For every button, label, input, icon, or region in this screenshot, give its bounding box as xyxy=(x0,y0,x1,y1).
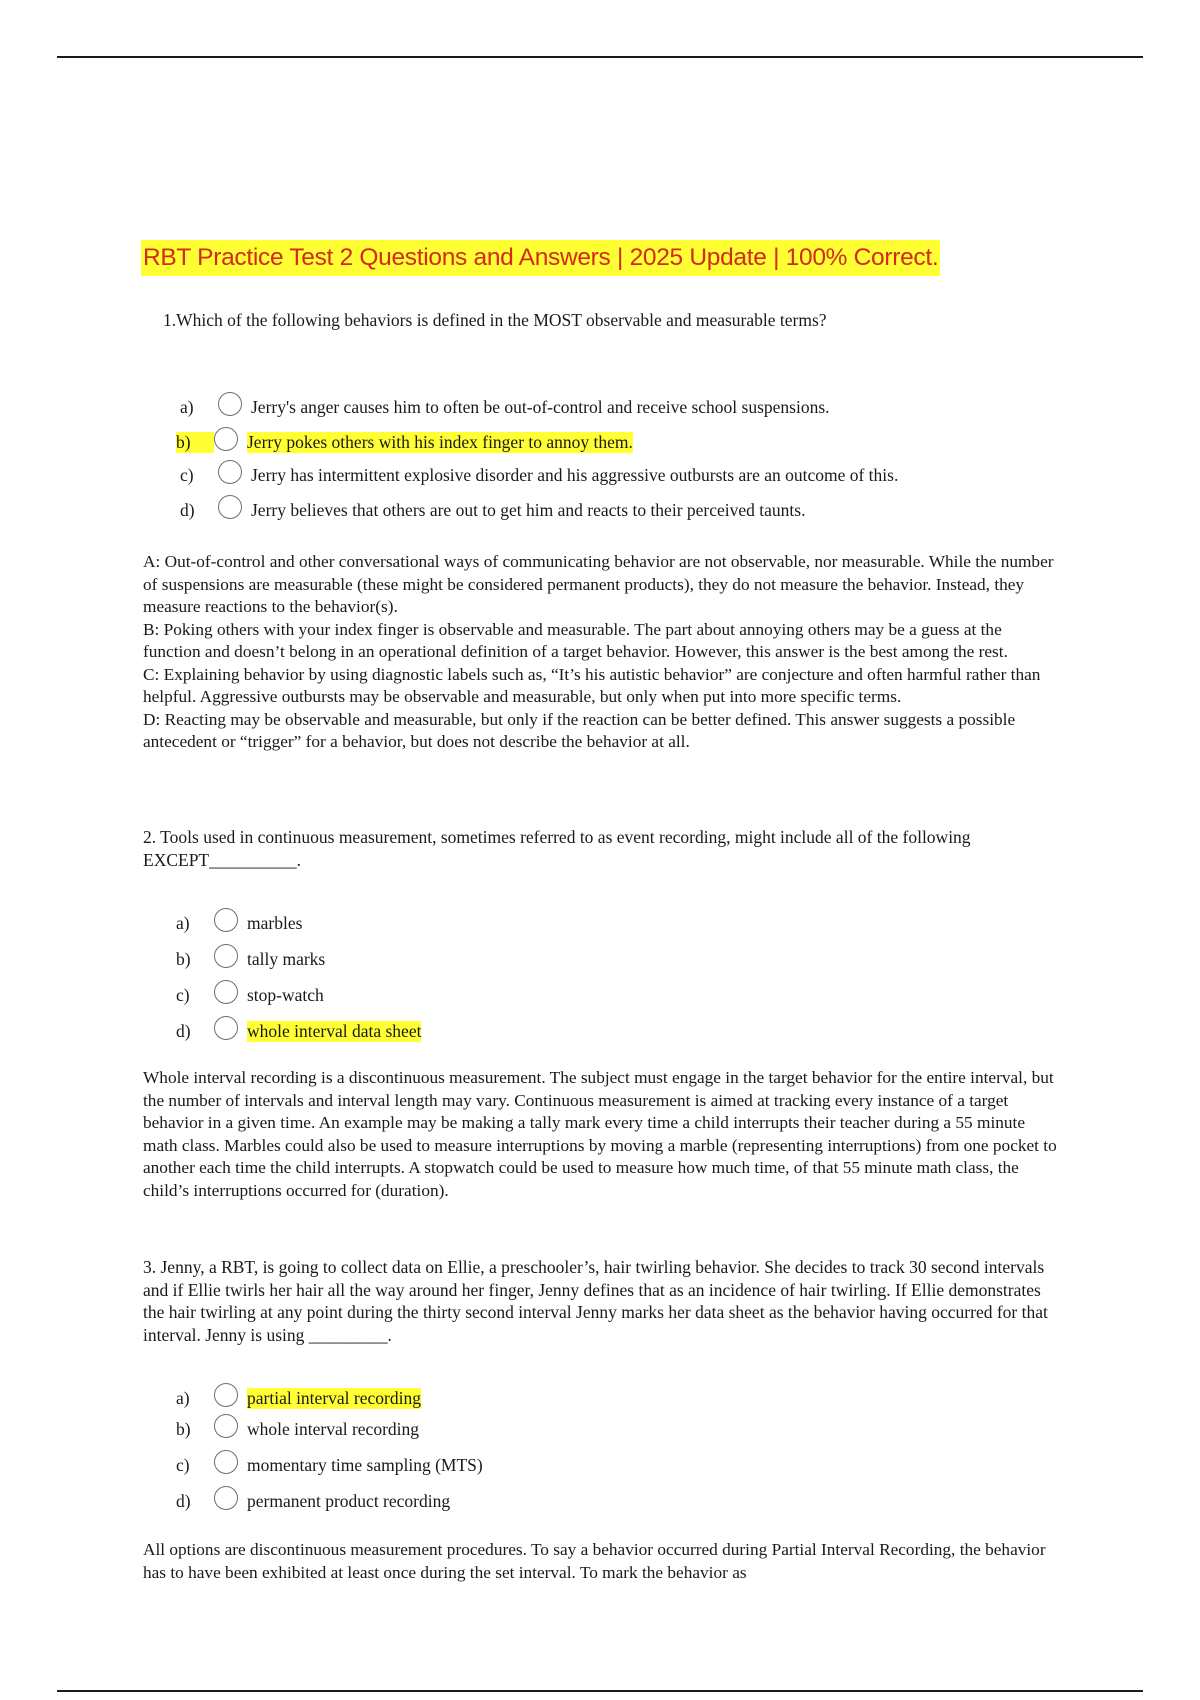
question-2-option-c[interactable] xyxy=(176,980,324,1010)
option-text: tally marks xyxy=(247,948,326,969)
radio-button-icon[interactable] xyxy=(218,495,242,519)
explanation-paragraph: All options are discontinuous measurement procedures. To say a behavior occurred during Partial Interval Recording, the behavior has to have been exhibited at least once during the set interval. To mark the behavior as xyxy=(143,1540,1046,1582)
question-2-option-a[interactable] xyxy=(176,908,302,938)
question-2-option-b[interactable] xyxy=(176,944,325,974)
question-3-text: 3. Jenny, a RBT, is going to collect data on Ellie, a preschooler’s, hair twirling behavior. She decides to track 30 second intervals and if Ellie twirls her hair all the way around her finger, Jenny defines that as an incidence of hair twirling. If Ellie demonstrates the hair twirling at any point during the thirty second interval Jenny marks her data sheet as the behavior having occurred for that interval. Jenny is using _________. xyxy=(143,1257,1048,1345)
option-letter: b) xyxy=(176,432,214,453)
document-title: RBT Practice Test 2 Questions and Answers | 2025 Update | 100% Correct. xyxy=(141,240,940,276)
question-3-option-a[interactable] xyxy=(176,1383,421,1413)
radio-button-icon[interactable] xyxy=(214,1414,238,1438)
option-letter: a) xyxy=(180,396,194,417)
question-3-explanation xyxy=(143,1539,1058,1584)
radio-button-icon[interactable] xyxy=(214,908,238,932)
radio-button-icon[interactable] xyxy=(218,460,242,484)
radio-button-icon[interactable] xyxy=(214,1383,238,1407)
question-1-explanation xyxy=(143,551,1058,754)
question-3-option-b[interactable] xyxy=(176,1414,419,1444)
question-1-option-c[interactable] xyxy=(180,460,898,490)
option-letter: d) xyxy=(176,1490,191,1511)
radio-button-icon[interactable] xyxy=(214,1450,238,1474)
option-text-correct: partial interval recording xyxy=(247,1387,421,1408)
radio-button-icon[interactable] xyxy=(218,392,242,416)
option-letter: c) xyxy=(176,984,190,1005)
explanation-paragraph: B: Poking others with your index finger is observable and measurable. The part about annoying others may be a guess at the function and doesn’t belong in an operational definition of a target behavior. However, this answer is the best among the rest. xyxy=(143,619,1008,661)
option-text: momentary time sampling (MTS) xyxy=(247,1454,483,1475)
option-text-correct: Jerry pokes others with his index finger to annoy them. xyxy=(247,431,633,452)
option-text-correct: whole interval data sheet xyxy=(247,1020,422,1041)
radio-button-icon[interactable] xyxy=(214,980,238,1004)
question-3-option-c[interactable] xyxy=(176,1450,483,1480)
top-rule xyxy=(57,56,1143,58)
option-letter: a) xyxy=(176,912,190,933)
question-3-option-d[interactable] xyxy=(176,1486,450,1516)
question-1-text: 1.Which of the following behaviors is defined in the MOST observable and measurable terms? xyxy=(163,310,827,330)
option-letter: b) xyxy=(176,1418,191,1439)
radio-button-icon[interactable] xyxy=(214,1486,238,1510)
option-letter: c) xyxy=(176,1454,190,1475)
radio-button-icon[interactable] xyxy=(214,944,238,968)
option-text: marbles xyxy=(247,912,303,933)
explanation-paragraph: A: Out-of-control and other conversational ways of communicating behavior are not observable, nor measurable. While the number of suspensions are measurable (these might be considered permanent products), they do not measure the behavior. Instead, they measure reactions to the behavior(s). xyxy=(143,552,1054,616)
option-text: stop-watch xyxy=(247,984,324,1005)
option-letter: b) xyxy=(176,948,191,969)
explanation-paragraph: D: Reacting may be observable and measurable, but only if the reaction can be better defined. This answer suggests a possible antecedent or “trigger” for a behavior, but does not describe the behavior at all. xyxy=(143,709,1016,751)
radio-button-icon[interactable] xyxy=(214,427,238,451)
option-text: whole interval recording xyxy=(247,1418,420,1439)
question-2-option-d[interactable] xyxy=(176,1016,421,1046)
question-1-option-d[interactable] xyxy=(180,495,805,525)
option-text: permanent product recording xyxy=(247,1490,451,1511)
option-letter: c) xyxy=(180,464,194,485)
option-text: Jerry believes that others are out to get him and reacts to their perceived taunts. xyxy=(251,499,806,520)
radio-button-icon[interactable] xyxy=(214,1016,238,1040)
option-letter: d) xyxy=(180,499,195,520)
question-1-option-b[interactable] xyxy=(176,427,633,457)
question-2-text: 2. Tools used in continuous measurement, sometimes referred to as event recording, might include all of the following EXCEPT__________. xyxy=(143,827,971,870)
option-letter: a) xyxy=(176,1387,190,1408)
option-text: Jerry's anger causes him to often be out-of-control and receive school suspensions. xyxy=(251,396,830,417)
option-letter: d) xyxy=(176,1020,191,1041)
explanation-paragraph: Whole interval recording is a discontinuous measurement. The subject must engage in the target behavior for the entire interval, but the number of intervals and interval length may vary. Continuous measurement is aimed at tracking every instance of a target behavior in a given time. An example may be making a tally mark every time a child interrupts their teacher during a 55 minute math class. Marbles could also be used to measure interruptions by moving a marble (representing interruptions) from one pocket to another each time the child interrupts. A stopwatch could be used to measure how much time, of that 55 minute math class, the child’s interruptions occurred for (duration). xyxy=(143,1068,1057,1200)
option-text: Jerry has intermittent explosive disorder and his aggressive outbursts are an outcome of this. xyxy=(251,464,899,485)
explanation-paragraph: C: Explaining behavior by using diagnostic labels such as, “It’s his autistic behavior” are conjecture and often harmful rather than helpful. Aggressive outbursts may be observable and measurable, but only when put into more specific terms. xyxy=(143,664,1041,706)
bottom-rule xyxy=(57,1690,1143,1692)
question-1-option-a[interactable] xyxy=(180,392,830,422)
question-2-explanation xyxy=(143,1067,1058,1202)
